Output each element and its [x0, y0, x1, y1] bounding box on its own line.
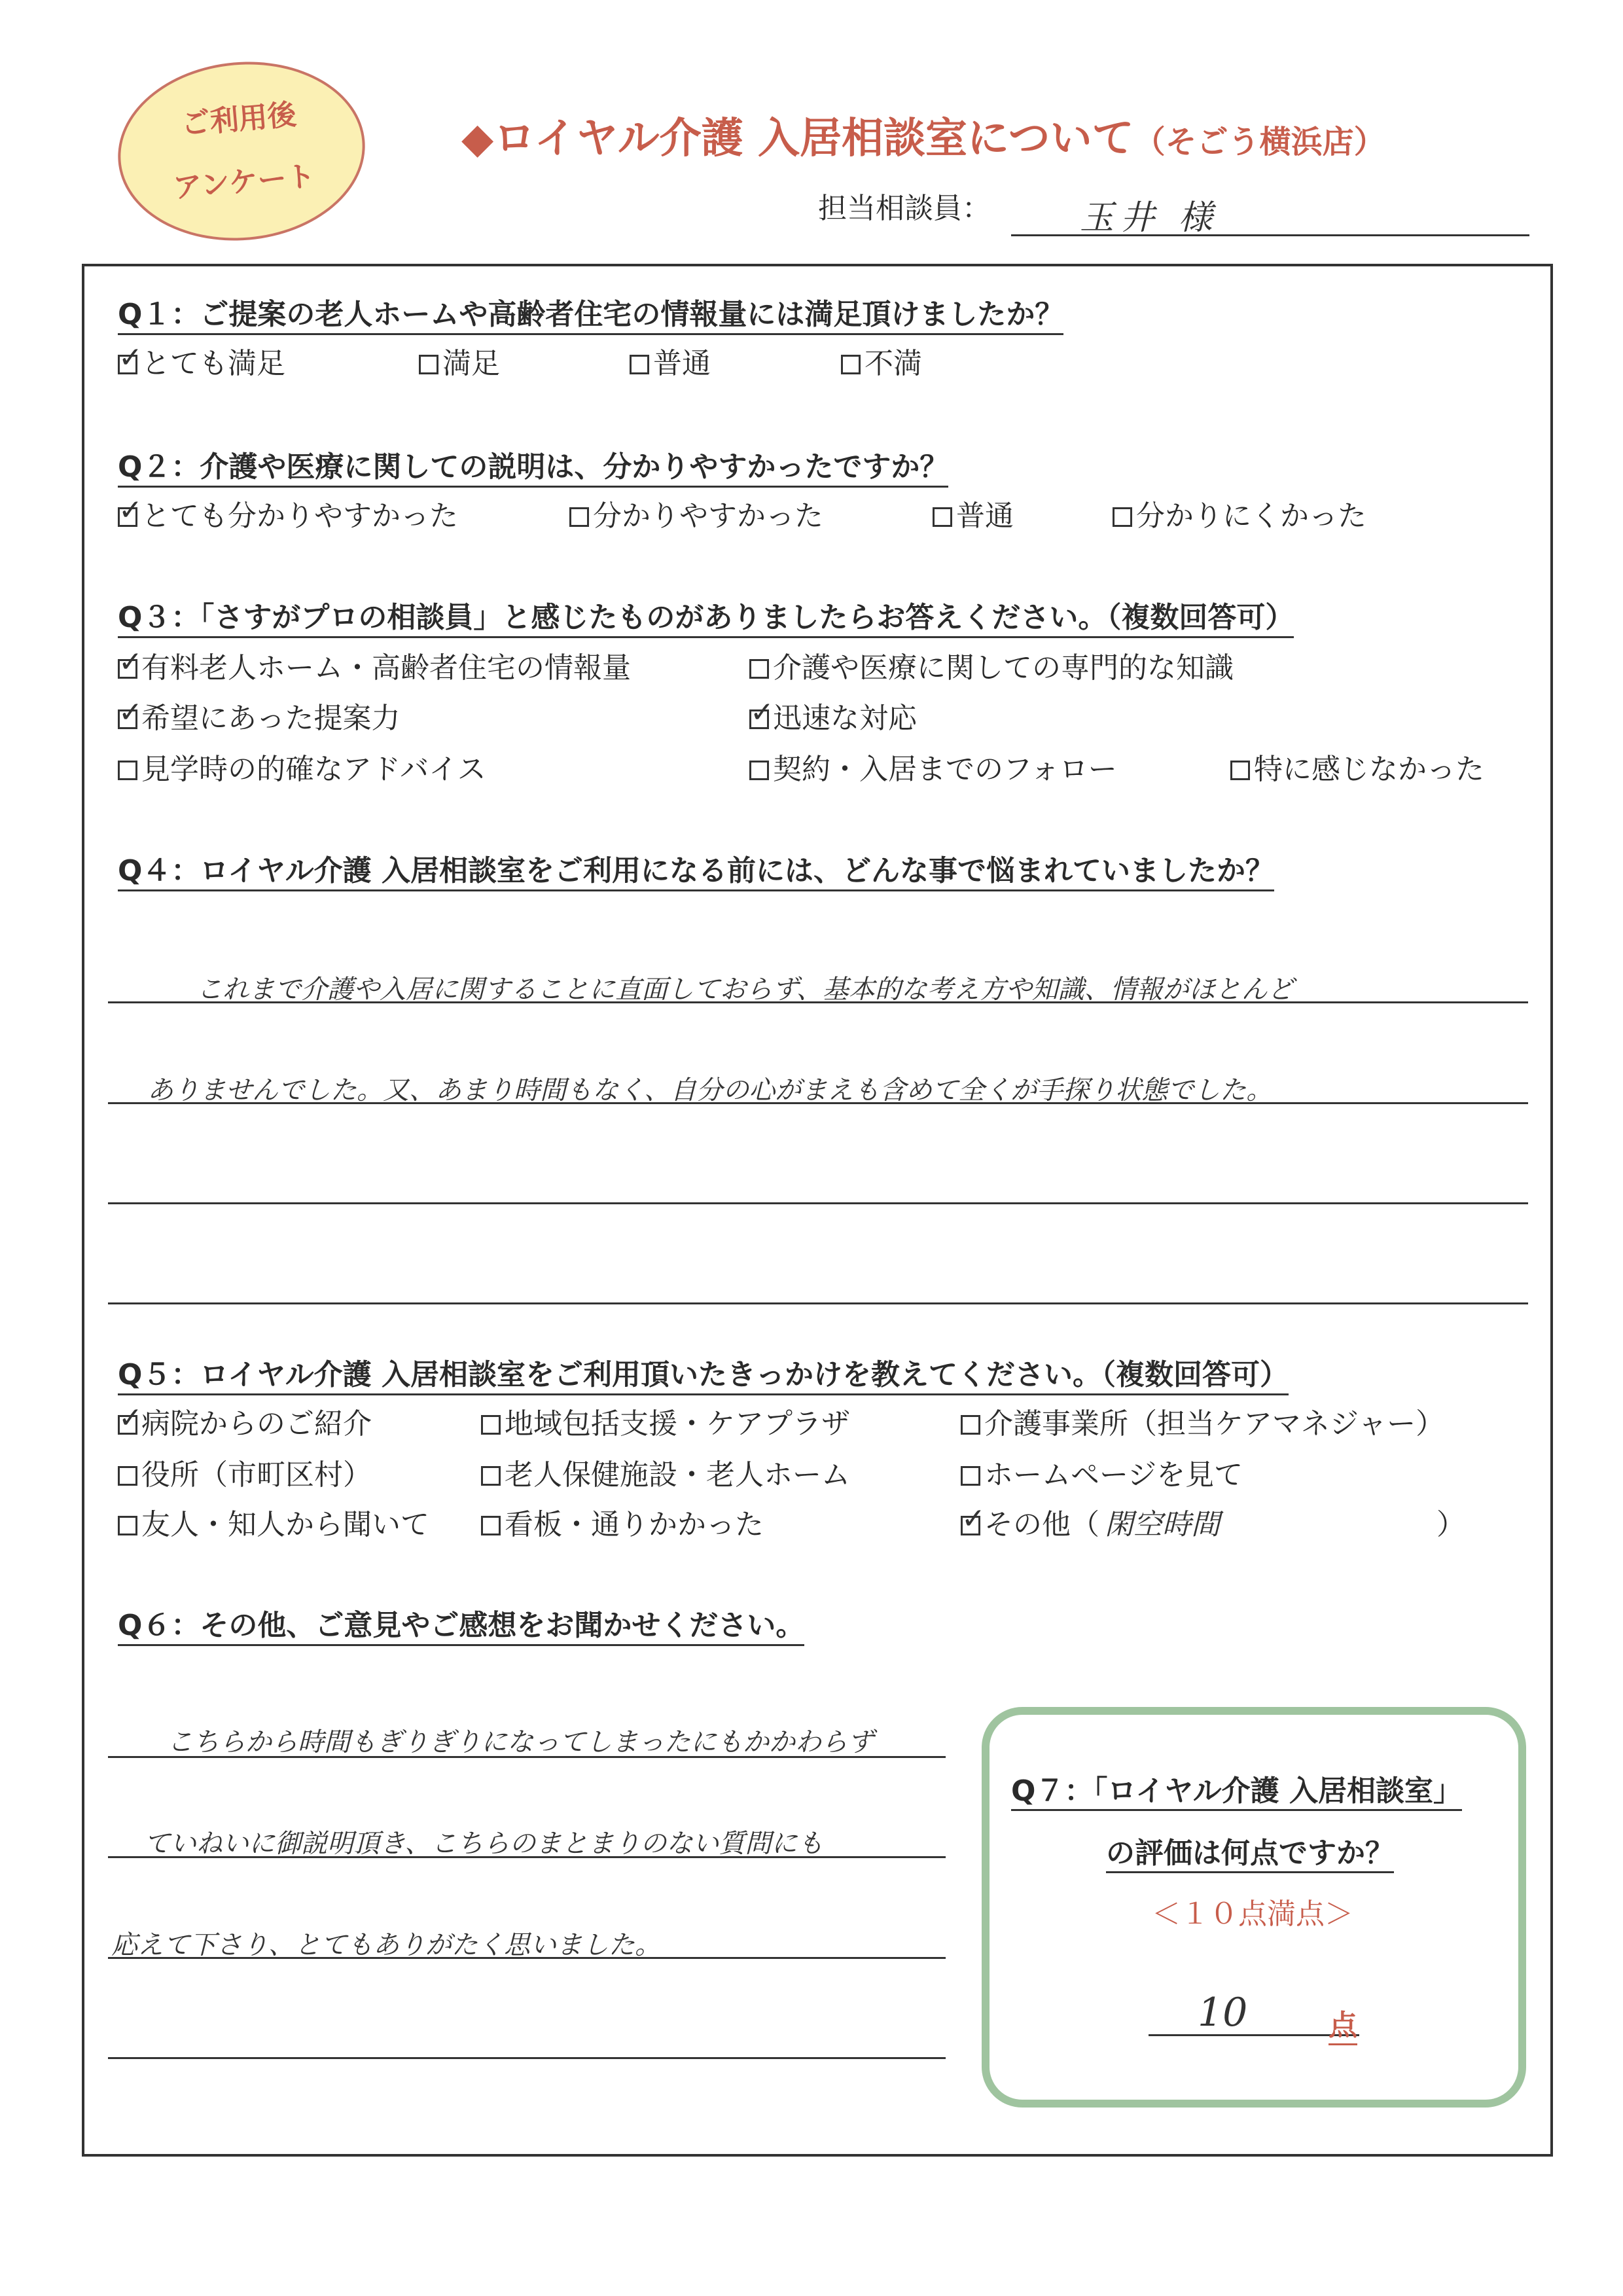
- q5-option-8-label: 看板・通りかかった: [505, 1508, 764, 1541]
- q2-option-3-label: 普通: [956, 499, 1014, 533]
- q3-option-2[interactable]: [749, 651, 1234, 685]
- checkbox-icon[interactable]: [749, 761, 769, 780]
- checkbox-icon[interactable]: [118, 1516, 137, 1535]
- q3-option-4-label: 迅速な対応: [773, 702, 917, 735]
- checkbox-icon[interactable]: [419, 355, 438, 374]
- q3-option-3-label: 希望にあった提案力: [141, 702, 401, 735]
- checkbox-icon[interactable]: [933, 507, 952, 527]
- badge-line-1: ご利用後: [179, 98, 298, 141]
- q5-other-answer[interactable]: 閑空時間: [1105, 1508, 1220, 1541]
- q6-answer-line-1[interactable]: こちらから時間もぎりぎりになってしまったにもかかわらず: [167, 1727, 874, 1757]
- checkbox-icon[interactable]: [481, 1415, 501, 1435]
- checkbox-icon[interactable]: [841, 355, 861, 374]
- q3-option-2-label: 介護や医療に関しての専門的な知識: [773, 651, 1234, 685]
- q5-option-6[interactable]: [961, 1458, 1243, 1492]
- q5-option-7[interactable]: [118, 1508, 429, 1542]
- q5-option-3-label: 介護事業所（担当ケアマネジャー）: [984, 1407, 1445, 1441]
- q3-option-6[interactable]: [749, 753, 1117, 787]
- q2-option-1[interactable]: [118, 499, 458, 533]
- q4-rule-2: [108, 1102, 1528, 1104]
- q4-rule-3: [108, 1202, 1528, 1204]
- consultant-label: 担当相談員：: [818, 192, 991, 225]
- q6-question: Q６：その他、ご意見やご感想をお聞かせください。: [118, 1609, 804, 1646]
- q1-option-4[interactable]: [841, 347, 922, 381]
- q4-rule-4: [108, 1302, 1528, 1304]
- q2-question: Q２：介護や医療に関しての説明は、分かりやすかったですか？: [118, 450, 948, 488]
- q5-option-7-label: 友人・知人から聞いて: [141, 1508, 429, 1541]
- checkbox-checked-icon[interactable]: [118, 1415, 137, 1435]
- q5-option-4-label: 役所（市町区村）: [141, 1458, 372, 1492]
- q5-option-4[interactable]: [118, 1458, 372, 1492]
- q1-option-2-label: 満足: [442, 347, 500, 380]
- q3-option-5-label: 見学時の的確なアドバイス: [141, 753, 486, 786]
- q5-question: Q５：ロイヤル介護 入居相談室をご利用頂いたきっかけを教えてください。（複数回答可）: [118, 1358, 1289, 1395]
- q6-rule-2: [108, 1856, 946, 1858]
- q1-option-1-label: とても満足: [141, 347, 285, 380]
- checkbox-icon[interactable]: [118, 1466, 137, 1486]
- q5-option-1-label: 病院からのご紹介: [141, 1407, 372, 1441]
- q5-option-9[interactable]: [961, 1508, 1220, 1542]
- q3-option-5[interactable]: [118, 753, 486, 787]
- badge-line-2: アンケート: [171, 159, 317, 206]
- q6-rule-3: [108, 1957, 946, 1959]
- q1-option-2[interactable]: [419, 347, 500, 381]
- checkbox-icon[interactable]: [481, 1516, 501, 1535]
- checkbox-icon[interactable]: [961, 1415, 980, 1435]
- q3-option-3[interactable]: [118, 702, 401, 736]
- q4-answer-line-2[interactable]: ありませんでした。又、あまり時間もなく、自分の心がまえも含めて全くが手探り状態でした。: [147, 1075, 1273, 1105]
- checkbox-icon[interactable]: [961, 1466, 980, 1486]
- q6-answer-line-3[interactable]: 応えて下さり、とてもありがたく思いました。: [111, 1930, 661, 1960]
- q5-option-3[interactable]: [961, 1407, 1444, 1441]
- q7-max-score: ＜１０点満点＞: [1152, 1897, 1353, 1931]
- q5-option-2[interactable]: [481, 1407, 850, 1441]
- q5-option-8[interactable]: [481, 1508, 764, 1542]
- q2-option-1-label: とても分かりやすかった: [141, 499, 458, 533]
- q2-option-3[interactable]: [933, 499, 1014, 533]
- q1-question: Q１：ご提案の老人ホームや高齢者住宅の情報量には満足頂けましたか？: [118, 298, 1063, 335]
- checkbox-icon[interactable]: [1230, 761, 1250, 780]
- checkbox-checked-icon[interactable]: [118, 355, 137, 374]
- q4-question: Q４：ロイヤル介護 入居相談室をご利用になる前には、どんな事で悩まれていましたか？: [118, 854, 1274, 891]
- checkbox-checked-icon[interactable]: [118, 709, 137, 729]
- q2-option-4[interactable]: [1113, 499, 1366, 533]
- consultant-name[interactable]: 玉井 様: [1080, 198, 1219, 238]
- q5-option-9-label: その他（: [984, 1508, 1099, 1541]
- checkbox-icon[interactable]: [630, 355, 649, 374]
- q1-option-3[interactable]: [630, 347, 711, 381]
- q6-rule-1: [108, 1756, 946, 1758]
- q7-score-value[interactable]: 10: [1198, 1990, 1248, 2036]
- checkbox-icon[interactable]: [481, 1466, 501, 1486]
- q2-option-4-label: 分かりにくかった: [1136, 499, 1366, 533]
- q5-option-1[interactable]: [118, 1407, 372, 1441]
- page-title-sub: （そごう横浜店）: [1133, 124, 1385, 160]
- q7-question-line-2: の評価は何点ですか？: [1106, 1829, 1394, 1873]
- checkbox-icon[interactable]: [749, 659, 769, 679]
- consultant-underline: [1011, 234, 1529, 236]
- survey-badge: [111, 52, 372, 251]
- q2-option-2-label: 分かりやすかった: [593, 499, 823, 533]
- checkbox-checked-icon[interactable]: [118, 507, 137, 527]
- q1-option-3-label: 普通: [653, 347, 711, 380]
- checkbox-icon[interactable]: [1113, 507, 1132, 527]
- q6-answer-line-2[interactable]: ていねいに御説明頂き、こちらのまとまりのない質問にも: [144, 1829, 824, 1859]
- q5-option-5-label: 老人保健施設・老人ホーム: [505, 1458, 850, 1492]
- q3-option-1[interactable]: [118, 651, 631, 685]
- q7-score-unit: 点: [1329, 2001, 1357, 2045]
- q3-option-4[interactable]: [749, 702, 917, 736]
- q1-option-1[interactable]: [118, 347, 285, 381]
- q5-option-2-label: 地域包括支援・ケアプラザ: [505, 1407, 850, 1441]
- checkbox-checked-icon[interactable]: [118, 659, 137, 679]
- q2-option-2[interactable]: [569, 499, 823, 533]
- checkbox-checked-icon[interactable]: [961, 1516, 980, 1535]
- q3-question: Q３：「さすがプロの相談員」と感じたものがありましたらお答えください。（複数回答可）: [118, 601, 1294, 638]
- q5-option-5[interactable]: [481, 1458, 850, 1492]
- checkbox-checked-icon[interactable]: [749, 709, 769, 729]
- q5-option-6-label: ホームページを見て: [984, 1458, 1243, 1492]
- q7-score-underline: [1149, 2034, 1359, 2036]
- q3-option-1-label: 有料老人ホーム・高齢者住宅の情報量: [141, 651, 631, 685]
- q4-answer-line-1[interactable]: これまで介護や入居に関することに直面しておらず、基本的な考え方や知識、情報がほとんど: [196, 975, 1294, 1005]
- q7-question: Q７：「ロイヤル介護 入居相談室」: [1011, 1767, 1462, 1811]
- checkbox-icon[interactable]: [118, 761, 137, 780]
- q1-option-4-label: 不満: [865, 347, 922, 380]
- q3-option-7-label: 特に感じなかった: [1254, 753, 1484, 786]
- page-title: [461, 105, 1385, 165]
- page-title-main: ◆ロイヤル介護 入居相談室について: [461, 115, 1134, 163]
- q4-rule-1: [108, 1001, 1528, 1003]
- q5-other-close: ）: [1436, 1508, 1465, 1541]
- q6-rule-4: [108, 2057, 946, 2059]
- q3-option-6-label: 契約・入居までのフォロー: [773, 753, 1117, 786]
- q3-option-7[interactable]: [1230, 753, 1484, 787]
- checkbox-icon[interactable]: [569, 507, 589, 527]
